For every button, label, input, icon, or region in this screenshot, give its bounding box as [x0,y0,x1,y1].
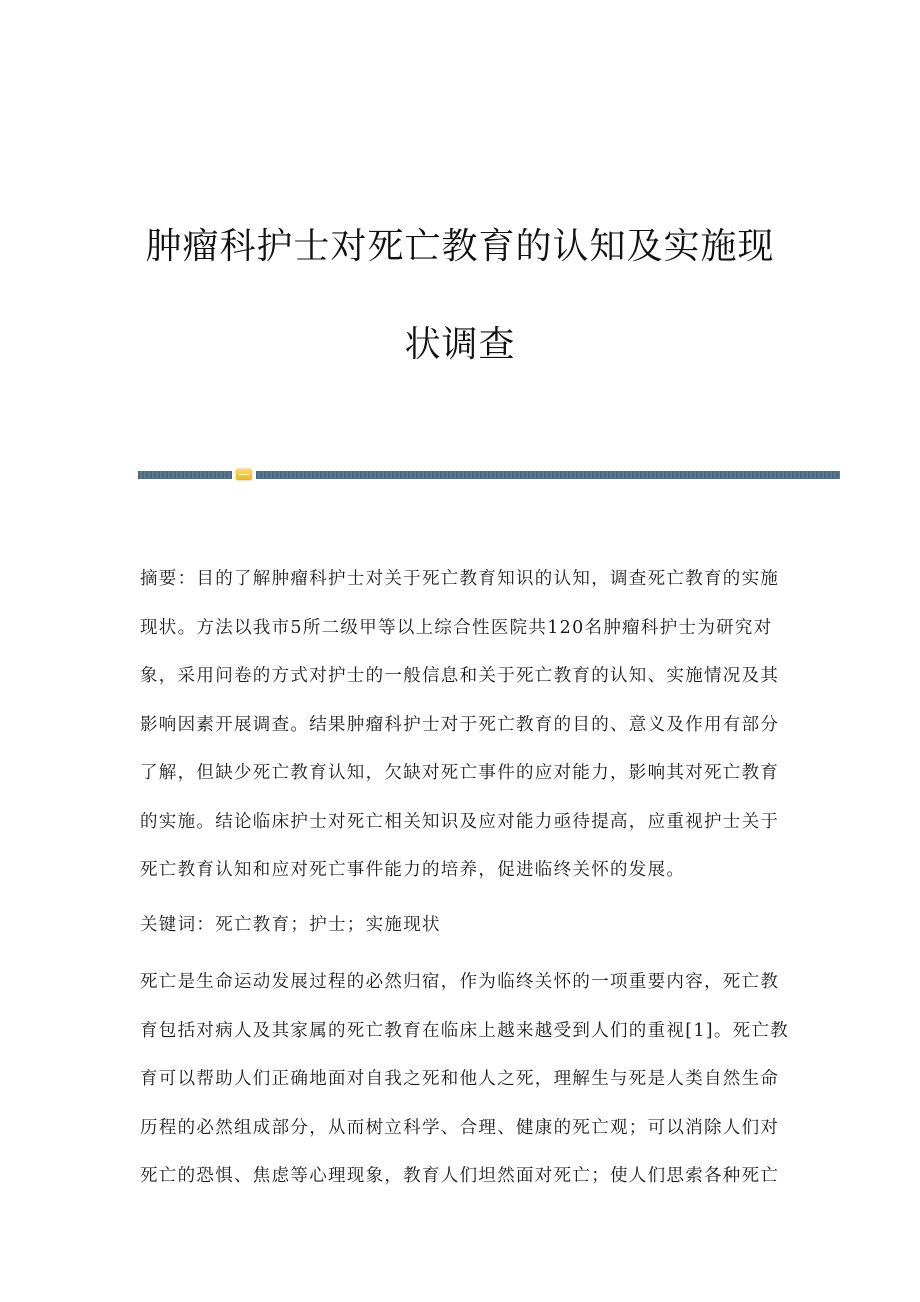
divider-bar-right [256,471,840,479]
document-title-line-1: 肿瘤科护士对死亡教育的认知及实施现 [145,226,775,267]
keywords-paragraph [140,901,780,950]
abstract-line: 摘要：目的了解肿瘤科护士对关于死亡教育知识的认知，调查死亡教育的实施 [140,569,780,589]
abstract-line: 了解，但缺少死亡教育认知，欠缺对死亡事件的应对能力，影响其对死亡教育 [140,763,780,783]
intro-line: 历程的必然组成部分，从而树立科学、合理、健康的死亡观；可以消除人们对 [140,1117,780,1138]
intro-line: 育可以帮助人们正确地面对自我之死和他人之死，理解生与死是人类自然生命 [140,1069,780,1089]
abstract-line: 现状。方法以我市5所二级甲等以上综合性医院共120名肿瘤科护士为研究对 [140,617,773,638]
divider-bar-left [138,471,232,479]
abstract-line: 影响因素开展调查。结果肿瘤科护士对于死亡教育的目的、意义及作用有部分 [140,714,780,735]
abstract-paragraph [140,555,780,895]
document-title-line-2: 状调查 [404,324,516,365]
intro-paragraph [140,958,790,1201]
abstract-line: 的实施。结论临床护士对死亡相关知识及应对能力亟待提高，应重视护士关于 [140,811,780,832]
intro-line: 育包括对病人及其家属的死亡教育在临床上越来越受到人们的重视[1]。死亡教 [140,1020,790,1041]
keywords-line: 关键词：死亡教育；护士；实施现状 [140,915,441,935]
abstract-line: 象，采用问卷的方式对护士的一般信息和关于死亡教育的认知、实施情况及其 [140,666,780,686]
abstract-line: 死亡教育认知和应对死亡事件能力的培养，促进临终关怀的发展。 [140,860,686,880]
intro-line: 死亡是生命运动发展过程的必然归宿，作为临终关怀的一项重要内容，死亡教 [140,972,780,992]
intro-line: 死亡的恐惧、焦虑等心理现象，教育人们坦然面对死亡；使人们思索各种死亡 [140,1166,780,1186]
divider-ornament-icon [236,469,252,480]
